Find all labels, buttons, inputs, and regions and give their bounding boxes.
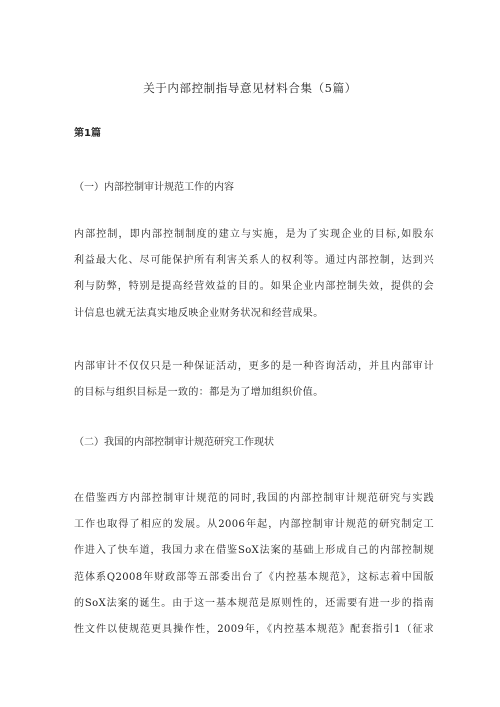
document-title: 关于内部控制指导意见材料合集（5篇） (143, 81, 357, 95)
paragraph-line: 在借鉴西方内部控制审计规范的同时,我国的内部控制审计规范研究与实践 (74, 493, 434, 504)
paragraph-internal-audit (74, 354, 434, 406)
paragraph-research-status (74, 486, 434, 643)
paragraph-line: 利与防弊，特别是提高经营效益的目的。如果企业内部控制失效，提供的会 (74, 281, 434, 293)
paragraph-internal-control (74, 222, 434, 327)
paragraph-line: 工作也取得了相应的发展。从2006年起，内部控制审计规范的研究制定工 (74, 519, 434, 531)
paragraph-line: 性文件以使规范更具操作性，2009年，《内控基本规范》配套指引1（征求 (74, 623, 434, 635)
paragraph-line: 的目标与组织目标是一致的：都是为了增加组织价值。 (74, 387, 324, 399)
paragraph-line: 范体系Q2008年财政部等五部委出台了《内控基本规范》，这标志着中国版 (74, 571, 434, 583)
paragraph-line: 作进入了快车道，我国力求在借鉴SoX法案的基础上形成自己的内部控制规 (74, 545, 434, 557)
paragraph-line: 内部审计不仅仅只是一种保证活动，更多的是一种咨询活动，并且内部审计 (74, 361, 434, 372)
section-heading-2: （二）我国的内部控制审计规范研究工作现状 (74, 437, 274, 448)
paragraph-line: 内部控制，即内部控制制度的建立与实施，是为了实现企业的目标,如股东 (74, 229, 434, 240)
section-heading-1: （一）内部控制审计规范工作的内容 (74, 182, 234, 193)
paragraph-line: 的SoX法案的诞生。由于这一基本规范是原则性的，还需要有进一步的指南 (74, 597, 434, 609)
chapter-label: 第1篇 (74, 128, 101, 139)
paragraph-line: 计信息也就无法真实地反映企业财务状况和经营成果。 (74, 307, 324, 319)
paragraph-line: 利益最大化、尽可能保护所有利害关系人的权利等。通过内部控制，达到兴 (74, 255, 434, 267)
